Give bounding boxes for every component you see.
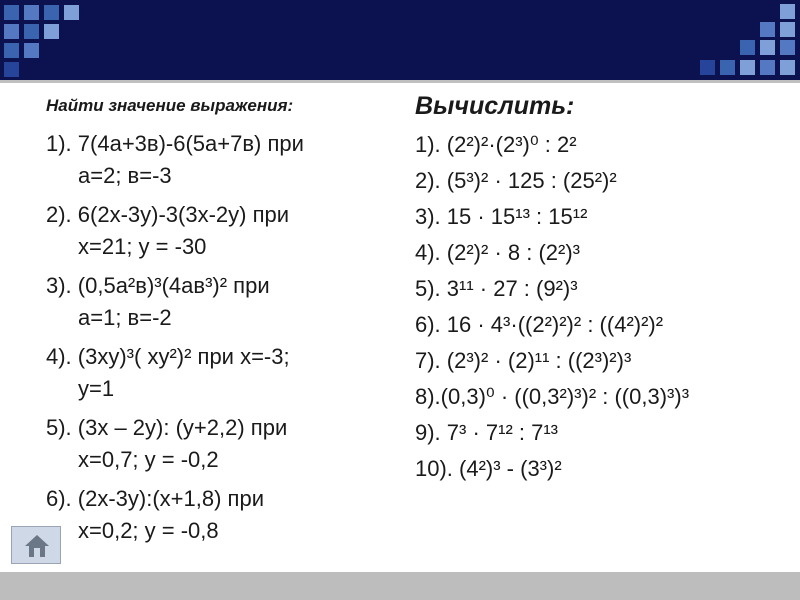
list-item: 6). 16 · 4³·((2²)²)² : ((4²)²)² (415, 312, 664, 337)
task-condition: у=1 (78, 376, 115, 401)
task-condition: х=0,7; у = -0,2 (78, 447, 219, 472)
decor-square (64, 5, 79, 20)
list-item (46, 270, 396, 334)
decor-square (4, 5, 19, 20)
list-item: 9). 7³ · 7¹² : 7¹³ (415, 420, 559, 445)
task-expression: 6). (2х-3у):(х+1,8) при (46, 486, 264, 511)
home-button[interactable] (11, 526, 61, 564)
right-heading: Вычислить: (415, 92, 575, 120)
list-item: 5). 3¹¹ · 27 : (9²)³ (415, 276, 578, 301)
list-item (46, 412, 396, 476)
list-item (46, 483, 396, 547)
decor-square (44, 5, 59, 20)
task-expression: 5). (3х – 2у): (у+2,2) при (46, 415, 288, 440)
list-item: 4). (2²)² · 8 : (2²)³ (415, 240, 580, 265)
decor-square (780, 22, 795, 37)
home-icon (23, 533, 51, 559)
decor-square (780, 60, 795, 75)
decor-square (740, 40, 755, 55)
decor-square (780, 4, 795, 19)
left-heading: Найти значение выражения: (46, 96, 294, 115)
list-item: 1). (2²)²·(2³)⁰ : 2² (415, 132, 577, 157)
list-item: 10). (4²)³ - (3³)² (415, 456, 562, 481)
task-expression: 1). 7(4а+3в)-6(5а+7в) при (46, 131, 304, 156)
decor-square (4, 24, 19, 39)
decor-square (44, 24, 59, 39)
task-expression: 4). (3ху)³( ху²)² при х=-3; (46, 344, 290, 369)
decor-square (780, 40, 795, 55)
task-condition: а=2; в=-3 (78, 163, 172, 188)
decor-square (760, 60, 775, 75)
decor-square (4, 43, 19, 58)
task-condition: х=21; у = -30 (78, 234, 207, 259)
list-item (46, 128, 396, 192)
task-condition: х=0,2; у = -0,8 (78, 518, 219, 543)
decor-square (760, 40, 775, 55)
decor-square (24, 5, 39, 20)
decor-square (760, 22, 775, 37)
decor-square (24, 24, 39, 39)
list-item: 7). (2³)² · (2)¹¹ : ((2³)²)³ (415, 348, 632, 373)
list-item: 3). 15 · 15¹³ : 15¹² (415, 204, 588, 229)
header-banner (0, 0, 800, 80)
list-item (46, 199, 396, 263)
banner-divider (0, 80, 800, 83)
list-item: 8).(0,3)⁰ · ((0,3²)³)² : ((0,3)³)³ (415, 384, 690, 409)
footer-bar (0, 572, 800, 600)
task-expression: 3). (0,5а²в)³(4ав³)² при (46, 273, 270, 298)
decor-square (4, 62, 19, 77)
list-item (46, 341, 396, 405)
task-expression: 2). 6(2х-3у)-3(3х-2у) при (46, 202, 290, 227)
task-condition: а=1; в=-2 (78, 305, 172, 330)
list-item: 2). (5³)² · 125 : (25²)² (415, 168, 617, 193)
decor-square (700, 60, 715, 75)
decor-square (24, 43, 39, 58)
right-column (415, 92, 795, 487)
decor-square (720, 60, 735, 75)
decor-square (740, 60, 755, 75)
left-column (46, 96, 396, 554)
